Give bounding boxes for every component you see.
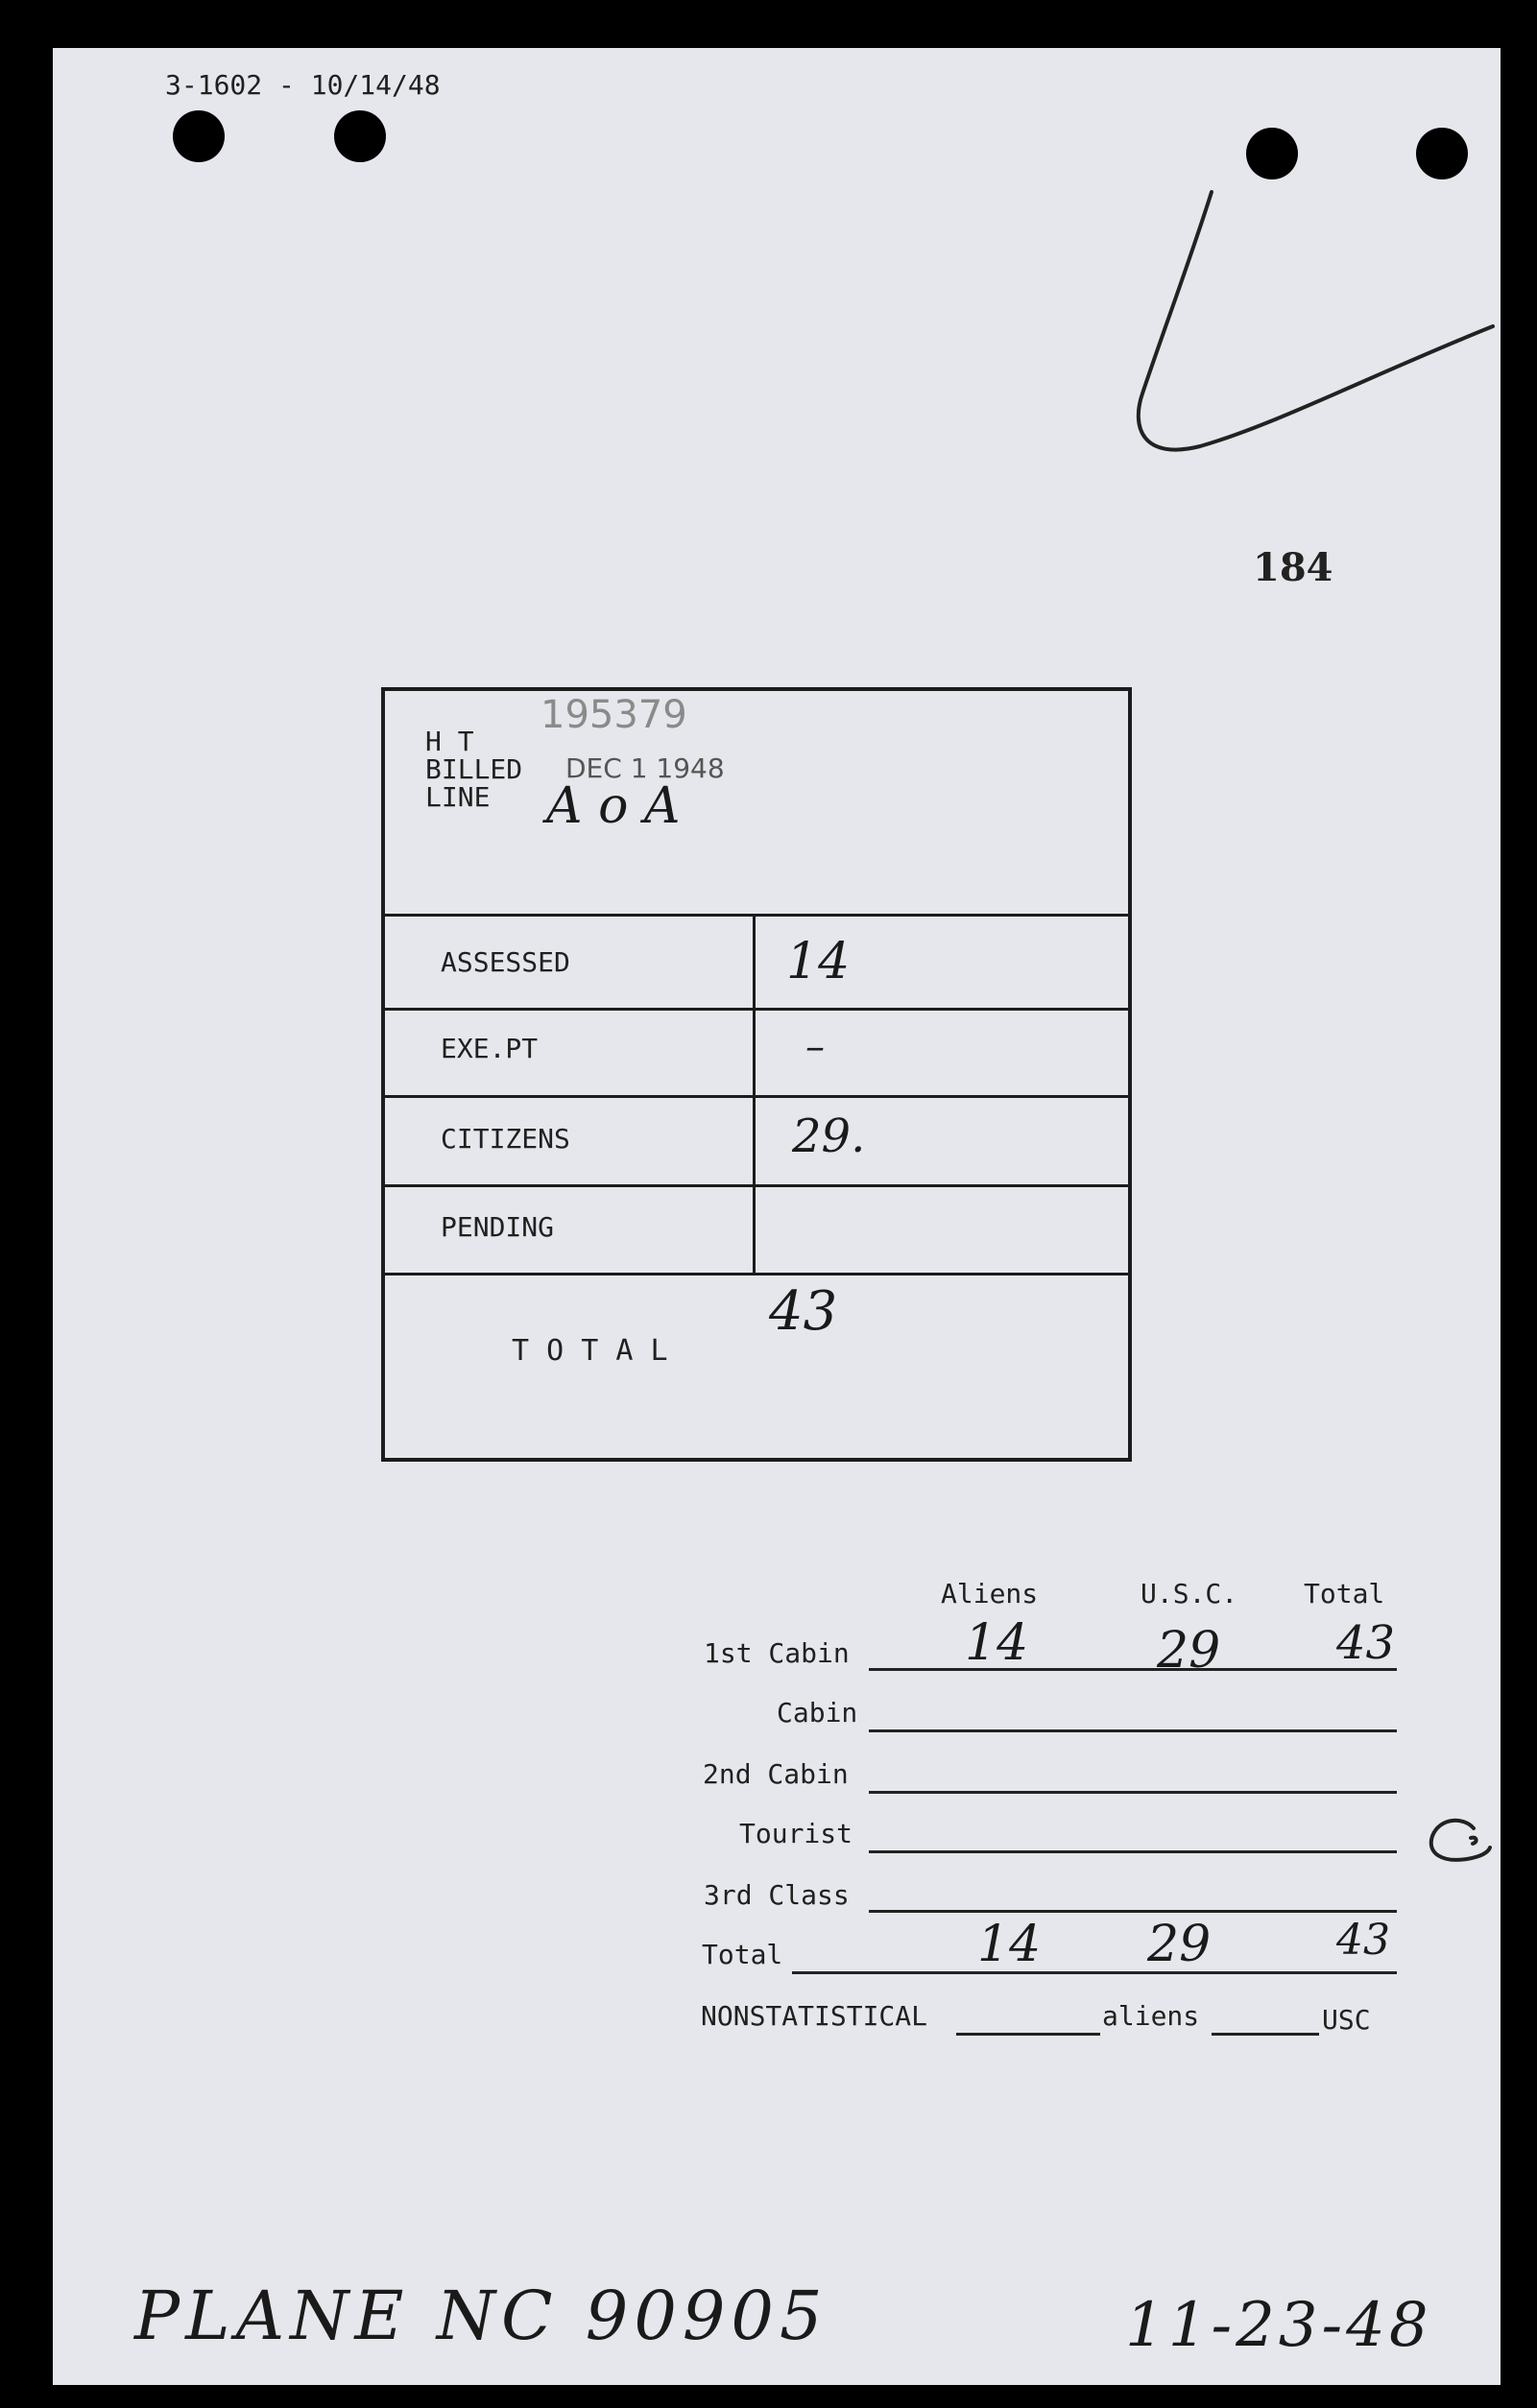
billed-date: DEC 1 1948 xyxy=(565,752,725,784)
box-divider xyxy=(385,1008,1132,1011)
exempt-label: EXE.PT xyxy=(441,1033,539,1064)
row-label-1st-cabin: 1st Cabin xyxy=(704,1637,850,1669)
punch-hole xyxy=(1416,128,1468,179)
exempt-value: – xyxy=(805,1025,825,1069)
total-label: T O T A L xyxy=(512,1334,668,1368)
page-number: 184 xyxy=(1253,545,1333,590)
row-label-tourist: Tourist xyxy=(739,1818,853,1849)
row-label-cabin: Cabin xyxy=(777,1697,858,1729)
box-divider xyxy=(385,1184,1132,1187)
line-label: LINE xyxy=(425,781,491,813)
fill-line xyxy=(869,1668,1397,1671)
date-handwritten: 11-23-48 xyxy=(1125,2290,1432,2361)
aliens-label: aliens xyxy=(1102,2000,1200,2032)
box-divider xyxy=(385,1095,1132,1098)
total-value: 43 xyxy=(769,1280,838,1343)
total-aliens: 14 xyxy=(977,1916,1042,1973)
fill-line xyxy=(792,1971,1397,1974)
fill-line xyxy=(956,2033,1100,2036)
row-label-total: Total xyxy=(702,1939,783,1970)
punch-hole xyxy=(173,110,225,162)
usc-label: USC xyxy=(1322,2004,1371,2036)
fill-line xyxy=(869,1791,1397,1794)
ht-label: H T xyxy=(425,726,474,757)
total-usc: 29 xyxy=(1147,1916,1212,1973)
box-divider xyxy=(385,914,1132,917)
nonstatistical-label: NONSTATISTICAL xyxy=(701,2000,928,2032)
assessed-label: ASSESSED xyxy=(441,946,570,978)
column-header-usc: U.S.C. xyxy=(1141,1578,1238,1609)
citizens-value: 29. xyxy=(792,1109,866,1163)
stamp-form-box xyxy=(381,687,1132,1462)
fill-line xyxy=(869,1729,1397,1732)
box-divider xyxy=(385,1273,1132,1276)
total-total: 43 xyxy=(1336,1916,1390,1965)
column-header-aliens: Aliens xyxy=(941,1578,1039,1609)
serial-number: 195379 xyxy=(540,693,687,737)
plane-handwritten: PLANE NC 90905 xyxy=(134,2277,829,2355)
row-label-2nd-cabin: 2nd Cabin xyxy=(703,1758,849,1790)
first-cabin-aliens: 14 xyxy=(965,1614,1029,1672)
pending-label: PENDING xyxy=(441,1211,555,1243)
fill-line xyxy=(869,1850,1397,1853)
billed-label: BILLED xyxy=(425,753,523,785)
fill-line xyxy=(1212,2033,1319,2036)
assessed-value: 14 xyxy=(786,933,851,990)
line-value: A o A xyxy=(546,777,681,835)
margin-pen-mark xyxy=(1421,1809,1498,1876)
punch-hole xyxy=(1246,128,1298,179)
first-cabin-usc: 29 xyxy=(1157,1622,1221,1680)
first-cabin-total: 43 xyxy=(1336,1616,1396,1670)
fill-line xyxy=(869,1910,1397,1913)
form-number: 3-1602 - 10/14/48 xyxy=(165,69,441,101)
citizens-label: CITIZENS xyxy=(441,1123,570,1155)
row-label-3rd-class: 3rd Class xyxy=(704,1879,850,1911)
column-header-total: Total xyxy=(1304,1578,1385,1609)
box-column-divider xyxy=(753,914,756,1276)
punch-hole xyxy=(334,110,386,162)
pen-stroke-mark xyxy=(1123,173,1507,480)
